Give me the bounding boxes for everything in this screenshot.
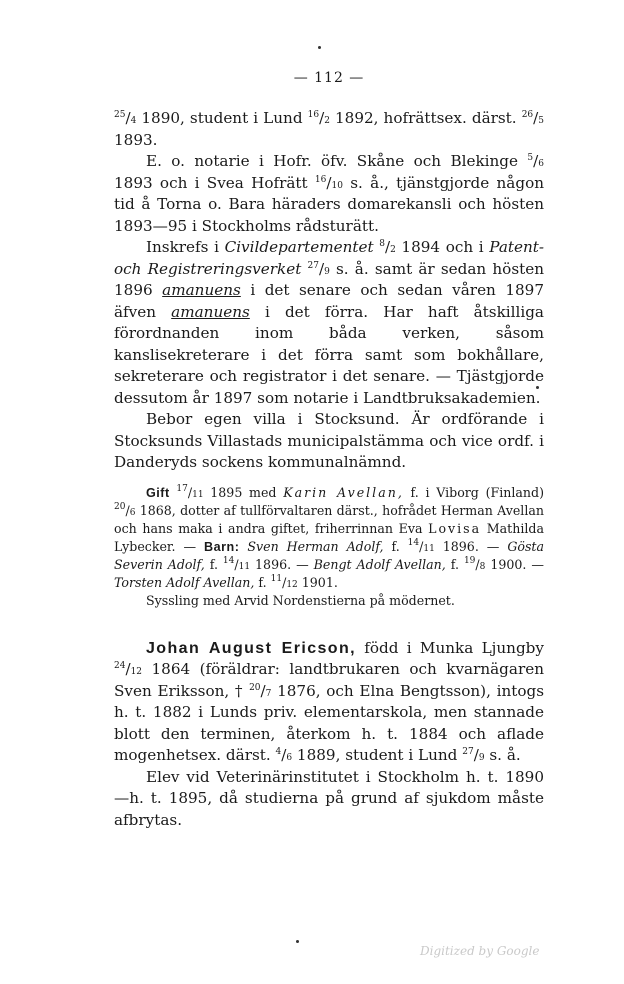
paragraph-employment: Inskrefs i Civildepartementet $^8$/2 1894 och i Patent- och Registreringsverket $^{27}$/9 s. å. samt är sedan hösten 1896 amanuens i det senare och sedan våren 1897 äfven amanuens i det förra. Har haft åtskilliga förordnanden inom båda verken, såsom kanslisekreterare i det förra samt som bokhållare, sekreterare och registrator i det senare. — Tjästgjorde dessutom år 1897 som notarie i Landtbruksakademien. (114, 238, 545, 407)
paragraph-marriage: Gift $^{17}$/11 1895 med Karin Avellan, f. i Viborg (Finland) $^{20}$/6 1868, dotter af tullförvaltaren därst., hofrådet Herman Avellan och hans maka i andra giftet, friherrinnan Eva Lovisa Mathilda Lybecker. — Barn: Sven Herman Adolf, f. $^{14}$/11 1896. — Gösta Severin Adolf, f. $^{14}$/11 1896. — Bengt Adolf Avellan, f. $^{19}$/8 1900. — Torsten Adolf Avellan, f. $^{11}$/12 1901. (114, 483, 544, 590)
paragraph-ericson-studies: Elev vid Veterinärinstitutet i Stockholm h. t. 1890 —h. t. 1895, då studierna på grund af sjukdom måste afbrytas. (114, 767, 544, 829)
paragraph-career: E. o. notarie i Hofr. öfv. Skåne och Blekinge $^5$/6 1893 och i Svea Hofrätt $^{16}$/10 s. å., tjänstgjorde någon tid å Torna o. Bara häraders domarekansli och hösten 1893—95 i Stockholms rådsturätt. (114, 152, 544, 235)
person-name: Johan August Ericson, (146, 639, 356, 657)
page-number: — 112 — (293, 70, 365, 86)
paragraph-education: $^{25}$/4 1890, student i Lund $^{16}$/2 1892, hofrättsex. därst. $^{26}$/5 1893. (114, 109, 544, 149)
paragraph-ericson-bio: Johan August Ericson, född i Munka Ljungby $^{24}$/12 1864 (föräldrar: landtbrukaren och kvarnägaren Sven Eriksson, † $^{20}$/7 1876, och Elna Bengtsson), intogs h. t. 1882 i Lunds priv. elementarskola, men stannade blott den terminen, återkom h. t. 1884 och aflade mogenhetsex. därst. $^4$/6 1889, student i Lund $^{27}$/9 s. å. (114, 638, 544, 764)
paragraph-residence: Bebor egen villa i Stocksund. Är ordförande i Stocksunds Villastads municipalstämma och vice ordf. i Danderyds sockens kommunalnämnd. (114, 410, 544, 471)
paragraph-relation: Syssling med Arvid Nordenstierna på mödernet. (146, 592, 455, 608)
speck-mark (296, 940, 299, 943)
book-page (114, 70, 544, 831)
digitized-watermark: Digitized by Google (420, 944, 540, 958)
speck-mark (318, 46, 321, 49)
